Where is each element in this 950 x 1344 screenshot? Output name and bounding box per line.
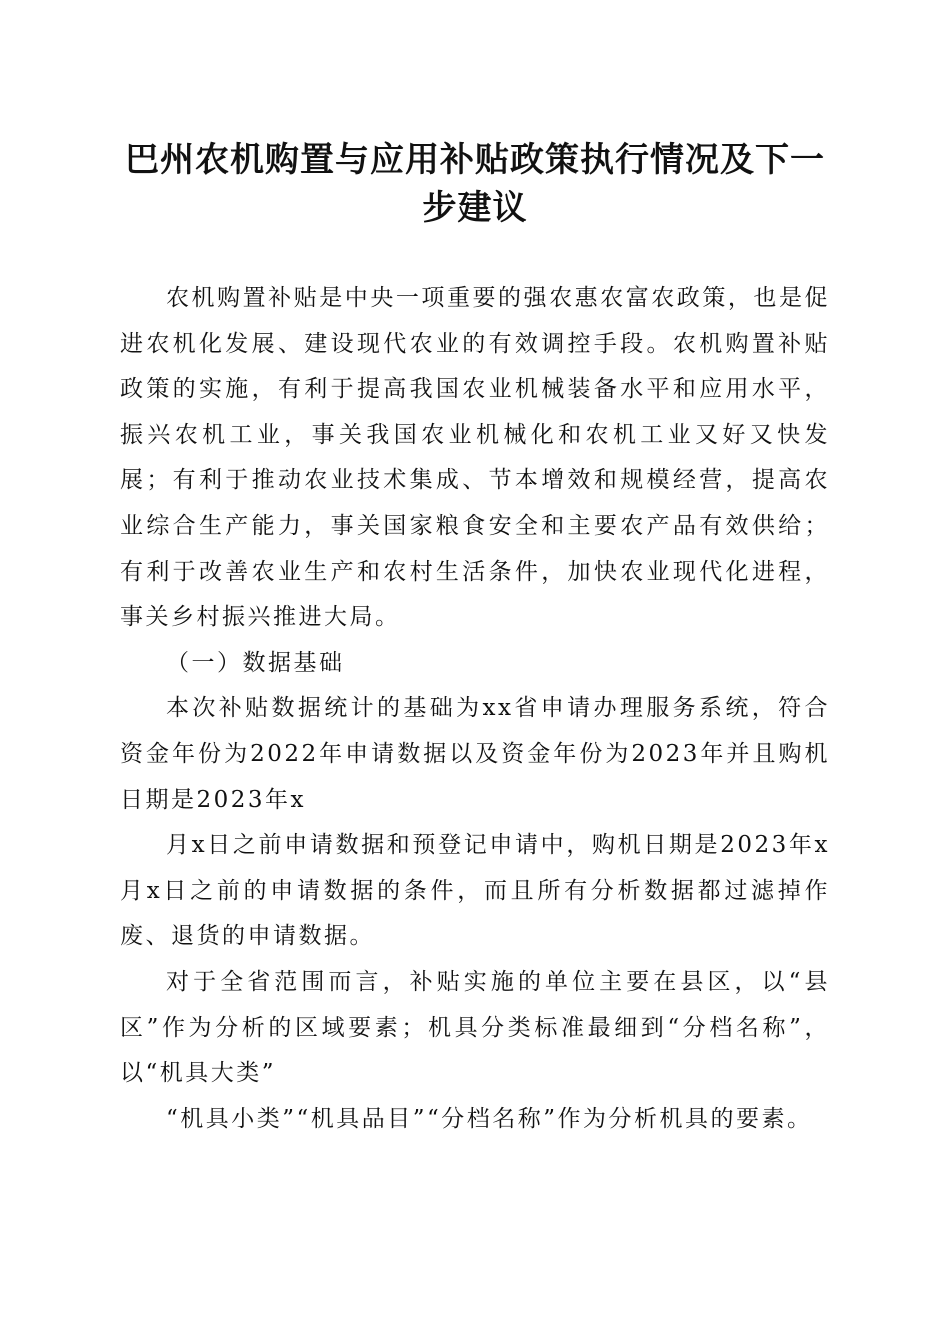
section-heading-data-basis: （一）数据基础 — [166, 649, 345, 676]
data-basis-continuation-paragraph: 月x日之前申请数据和预登记申请中，购机日期是2023年x月x日之前的申请数据的条件，而且所有分析数据都过滤掉作废、退货的申请数据。 — [120, 832, 830, 950]
document-title: 巴州农机购置与应用补贴政策执行情况及下一步建议 — [125, 140, 825, 228]
region-element-paragraph: 对于全省范围而言，补贴实施的单位主要在县区，以“县区”作为分析的区域要素；机具分类标准最细到“分档名称”，以“机具大类” — [120, 968, 830, 1087]
document-body — [120, 276, 830, 1142]
machine-element-paragraph: “机具小类”“机具品目”“分档名称”作为分析机具的要素。 — [166, 1105, 813, 1132]
data-basis-paragraph: 本次补贴数据统计的基础为xx省申请办理服务系统，符合资金年份为2022年申请数据以及资金年份为2023年并且购机日期是2023年x — [120, 695, 830, 813]
intro-paragraph: 农机购置补贴是中央一项重要的强农惠农富农政策，也是促进农机化发展、建设现代农业的有效调控手段。农机购置补贴政策的实施，有利于提高我国农业机械装备水平和应用水平，振兴农机工业，事关我国农业机械化和农机工业又好又快发展；有利于推动农业技术集成、节本增效和规模经营，提高农业综合生产能力，事关国家粮食安全和主要农产品有效供给；有利于改善农业生产和农村生活条件，加快农业现代化进程，事关乡村振兴推进大局。 — [120, 285, 830, 631]
